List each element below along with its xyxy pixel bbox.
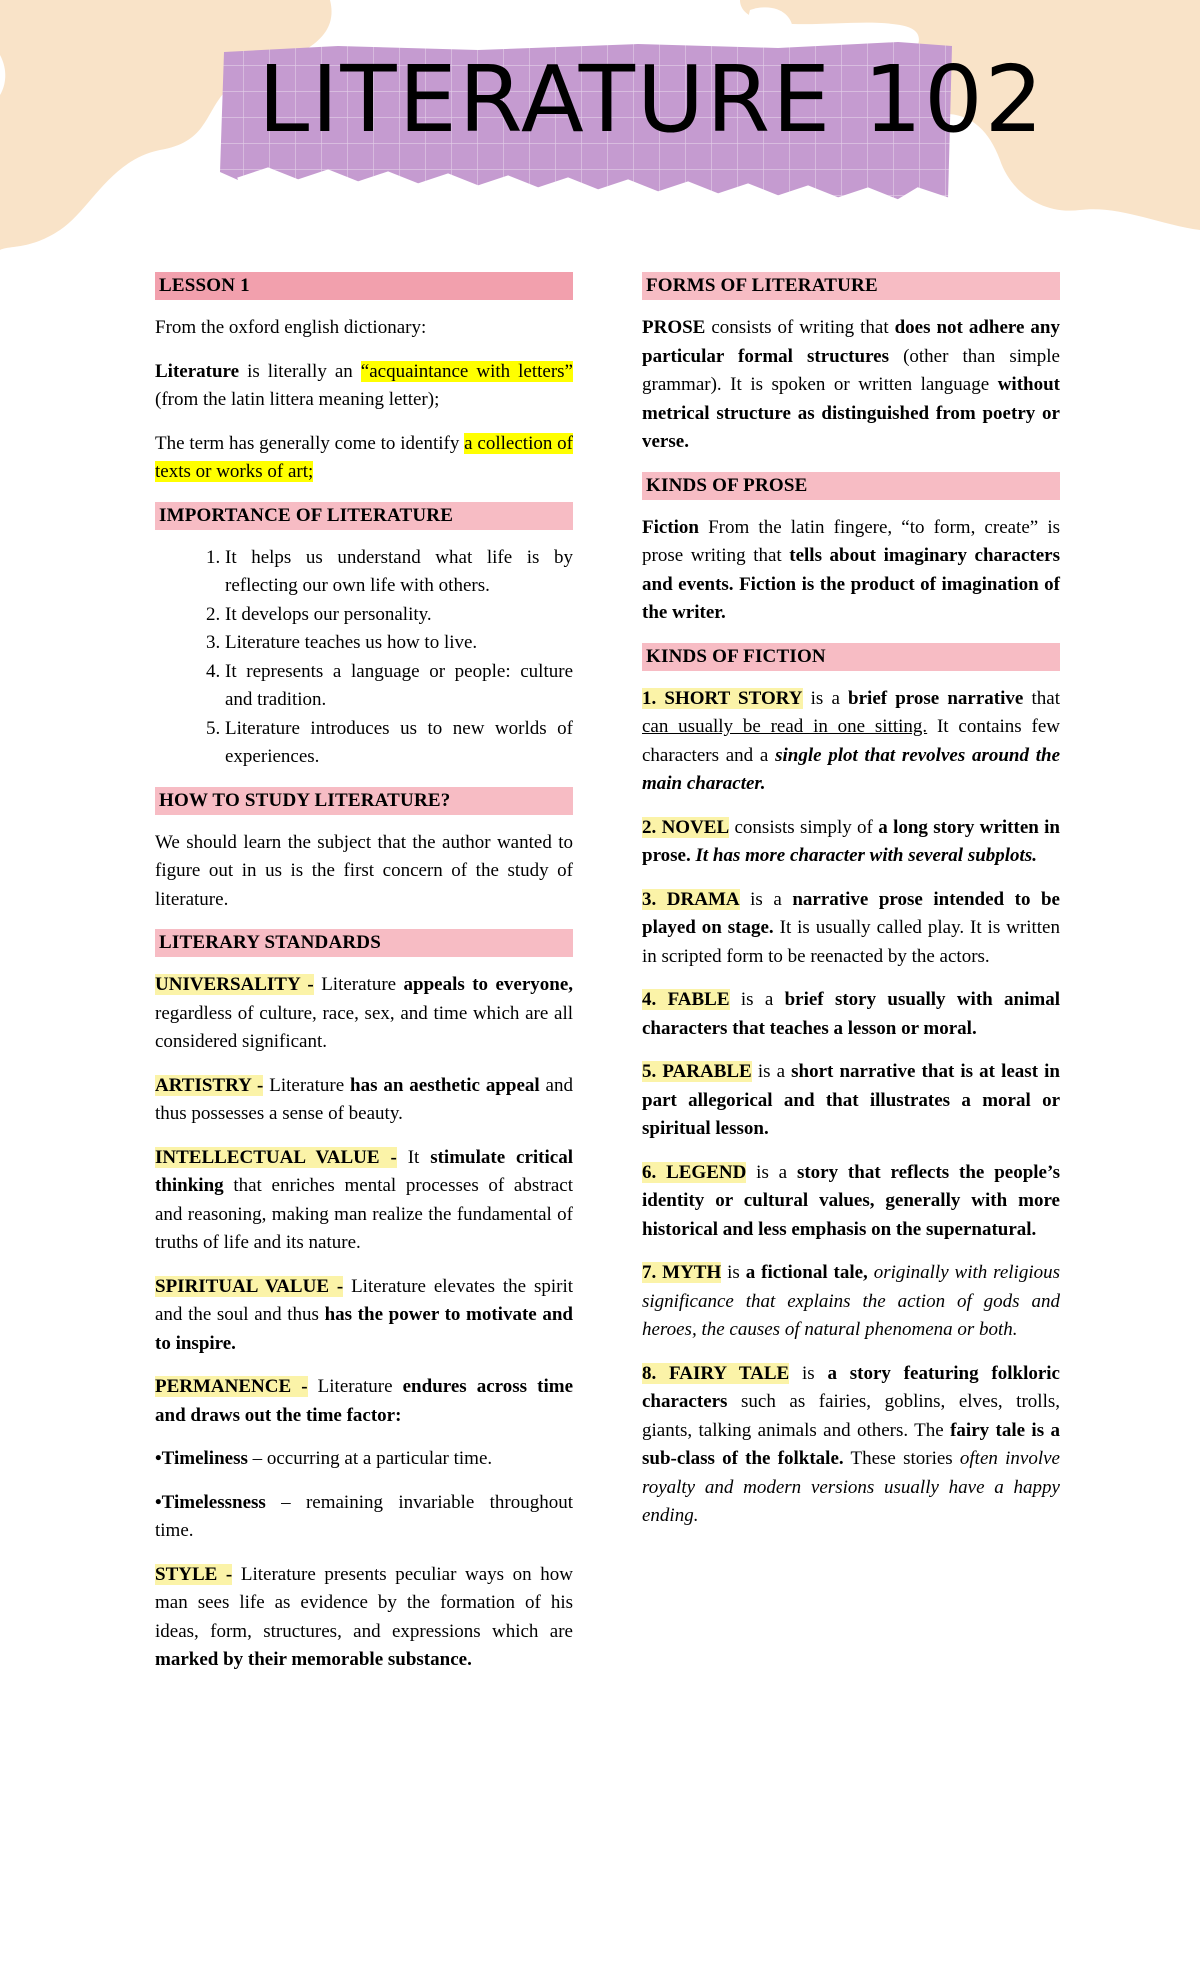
std-bold: marked by their memorable substance.: [155, 1649, 472, 1670]
std-text: – remaining invariable throughout time.: [155, 1491, 573, 1541]
fiction-novel: [642, 814, 1060, 871]
fiction-short-story: [642, 685, 1060, 799]
drama-term: 3. DRAMA: [642, 888, 740, 910]
collection-highlight: a collection of texts or works of art;: [155, 432, 573, 482]
text: is a: [739, 888, 793, 910]
section-header-kinds-fiction: KINDS OF FICTION: [642, 643, 1060, 671]
study-text: We should learn the subject that the author wanted to figure out in us is the first concern of the study of literature.: [155, 831, 573, 910]
intellectual-term: INTELLECTUAL VALUE -: [155, 1146, 397, 1168]
bold-text: a fictional tale,: [745, 1262, 868, 1283]
bold-text: without metrical structure as distinguished from poetry or verse.: [642, 374, 1060, 452]
bold-text: a long story written in prose.: [642, 816, 1061, 866]
title-banner: [218, 40, 1046, 208]
permanence-term: PERMANENCE -: [155, 1376, 308, 1397]
short-story-term: 1. SHORT STORY: [642, 687, 803, 709]
prose-definition: [642, 314, 1060, 457]
std-text: – occurring at a particular time.: [247, 1448, 493, 1469]
text: It contains few characters and a: [642, 716, 1060, 766]
text: is: [721, 1262, 746, 1283]
timelessness: [155, 1489, 573, 1546]
section-header-forms: FORMS OF LITERATURE: [642, 272, 1060, 300]
universality-term: UNIVERSALITY -: [155, 974, 314, 995]
bold-text: narrative prose intended to be played on stage.: [642, 888, 1060, 938]
section-header-lesson: LESSON 1: [155, 272, 573, 300]
literature-definition: [155, 358, 573, 415]
text: (other than simple grammar). It is spoken or written language: [642, 345, 1060, 395]
page-title: LITERATURE 102: [258, 46, 1046, 153]
bold-text: fairy tale is a sub-class of the folktale.: [642, 1419, 1060, 1469]
novel-term: 2. NOVEL: [642, 816, 730, 838]
text: such as fairies, goblins, elves, trolls, giants, talking animals and others. The: [642, 1391, 1060, 1441]
bold-italic-text: single plot that revolves around the main character.: [642, 744, 1060, 794]
right-column: [642, 272, 1060, 1546]
std-bold: stimulate critical thinking: [155, 1146, 573, 1196]
std-bold: appeals to everyone,: [403, 974, 574, 995]
bold-text: story that reflects the people’s identity or cultural values, generally with more historical and less emphasis on the supernatural.: [642, 1161, 1060, 1240]
acquaintance-highlight: “acquaintance with letters”: [360, 360, 573, 382]
bold-text: brief prose narrative: [848, 687, 1024, 709]
fiction-fairy-tale: [642, 1360, 1060, 1531]
spiritual-term: SPIRITUAL VALUE -: [155, 1275, 344, 1297]
text: is a: [751, 1061, 792, 1082]
fiction-legend: [642, 1159, 1060, 1245]
standard-intellectual: [155, 1144, 573, 1258]
list-item: 5. Literature introduces us to new worlds of experiences.: [225, 715, 573, 772]
underlined-text: can usually be read in one sitting.: [642, 716, 928, 737]
text: From the latin fingere, “to form, create” is prose writing that: [642, 516, 1060, 566]
italic-text: often involve royalty and modern versions usually have a happy ending.: [642, 1448, 1060, 1526]
list-item: 4. It represents a language or people: culture and tradition.: [225, 658, 573, 715]
std-text: regardless of culture, race, sex, and time which are all considered significant.: [155, 1002, 573, 1052]
def-text-end: (from the latin littera meaning letter);: [155, 389, 440, 410]
std-text: Literature: [313, 974, 404, 995]
std-text: and thus possesses a sense of beauty.: [155, 1074, 573, 1124]
bold-text: short narrative that is at least in part allegorical and that illustrates a moral or spiritual lesson.: [642, 1061, 1060, 1139]
list-item: 1. It helps us understand what life is by reflecting our own life with others.: [225, 544, 573, 601]
literature-term: Literature: [155, 360, 240, 382]
lesson-intro: From the oxford english dictionary:: [155, 317, 427, 338]
fiction-definition: [642, 514, 1060, 628]
fiction-fable: [642, 986, 1060, 1043]
section-header-standards: LITERARY STANDARDS: [155, 929, 573, 957]
standard-permanence: [155, 1373, 573, 1430]
bold-text: does not adhere any particular formal structures: [642, 317, 1060, 367]
def-text: is literally an: [239, 360, 361, 382]
standard-universality: [155, 971, 573, 1057]
section-header-kinds-prose: KINDS OF PROSE: [642, 472, 1060, 500]
text: is a: [746, 1161, 797, 1183]
bold-text: a story featuring folkloric characters: [642, 1362, 1060, 1412]
std-text: It: [396, 1146, 431, 1168]
std-text: Literature elevates the spirit and the soul and thus: [155, 1275, 574, 1325]
artistry-term: ARTISTRY -: [155, 1074, 264, 1096]
myth-term: 7. MYTH: [642, 1262, 722, 1283]
fable-term: 4. FABLE: [642, 989, 730, 1010]
std-text: Literature: [263, 1074, 350, 1096]
timeliness-term: •Timeliness: [155, 1448, 248, 1469]
std-bold: has the power to motivate and to inspire.: [155, 1304, 573, 1354]
importance-list: [155, 544, 573, 772]
legend-term: 6. LEGEND: [642, 1161, 747, 1183]
term-text: The term has generally come to identify: [155, 432, 465, 454]
text: These stories: [843, 1448, 960, 1469]
timelessness-term: •Timelessness: [155, 1491, 266, 1513]
text: consists simply of: [729, 816, 879, 838]
fiction-drama: [642, 886, 1060, 972]
bold-italic-text: It has more character with several subplots.: [690, 845, 1037, 866]
fiction-parable: [642, 1058, 1060, 1144]
fiction-myth: [642, 1259, 1060, 1345]
std-text: Literature presents peculiar ways on how man sees life as evidence by the formation of his ideas, form, structures, and expressions which are: [155, 1563, 573, 1642]
text: that: [1023, 687, 1060, 709]
text: It is usually called play. It is written in scripted form to be reenacted by the actors.: [642, 917, 1060, 967]
section-header-study: HOW TO STUDY LITERATURE?: [155, 787, 573, 815]
text: is: [789, 1362, 828, 1384]
standard-style: [155, 1561, 573, 1675]
timeliness: [155, 1445, 573, 1474]
text: is a: [802, 687, 849, 709]
fiction-term: Fiction: [642, 516, 699, 538]
fairy-tale-term: 8. FAIRY TALE: [642, 1362, 790, 1384]
left-column: [155, 272, 573, 1690]
list-item: 3. Literature teaches us how to live.: [225, 629, 573, 658]
term-definition: [155, 430, 573, 487]
bold-text: brief story usually with animal characters that teaches a lesson or moral.: [642, 989, 1061, 1039]
text: is a: [729, 989, 785, 1010]
std-text: that enriches mental processes of abstract and reasoning, making man realize the fundamental of truths of life and its nature.: [155, 1175, 573, 1253]
standard-spiritual: [155, 1273, 573, 1359]
prose-term: PROSE: [642, 317, 706, 338]
text: consists of writing that: [705, 317, 895, 338]
italic-text: originally with religious significance that explains the action of gods and heroes, the causes of natural phenomena or both.: [642, 1262, 1060, 1340]
standard-artistry: [155, 1072, 573, 1129]
std-bold: endures across time and draws out the time factor:: [155, 1376, 573, 1426]
parable-term: 5. PARABLE: [642, 1061, 752, 1082]
list-item: 2. It develops our personality.: [225, 601, 573, 630]
std-text: Literature: [307, 1376, 403, 1397]
std-bold: has an aesthetic appeal: [350, 1074, 540, 1096]
section-header-importance: IMPORTANCE OF LITERATURE: [155, 502, 573, 530]
bold-text: tells about imaginary characters and events. Fiction is the product of imagination of the writer.: [642, 545, 1061, 623]
style-term: STYLE -: [155, 1563, 233, 1585]
